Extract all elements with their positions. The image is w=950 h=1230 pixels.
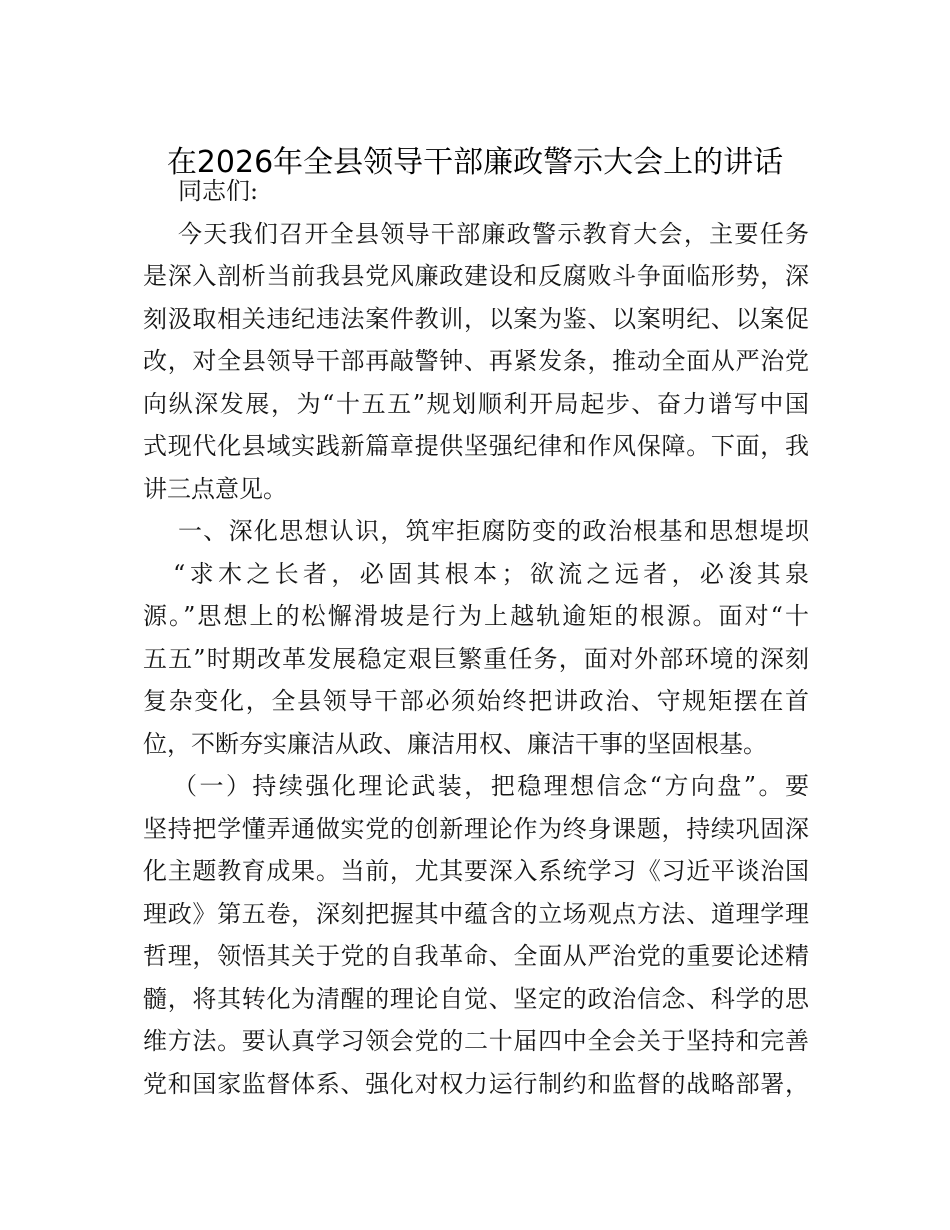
text-line: 位，不断夯实廉洁从政、廉洁用权、廉洁干事的坚固根基。 xyxy=(143,729,767,758)
paragraph-subsection-1-1 xyxy=(143,765,809,1105)
text-line: 改，对全县领导干部再敲警钟、再紧发条，推动全面从严治党 xyxy=(143,347,809,375)
text-line: 坚持把学懂弄通做实党的创新理论作为终身课题，持续巩固深 xyxy=(143,814,809,843)
document-title: 在2026年全县领导干部廉政警示大会上的讲话 xyxy=(166,145,784,180)
section-heading-1 xyxy=(143,510,809,553)
text-line: “求木之长者，必固其根本；欲流之远者，必浚其泉 xyxy=(173,559,809,588)
text-line: 理政》第五卷，深刻把握其中蕴含的立场观点方法、道理学理 xyxy=(143,899,809,928)
paragraph-intro xyxy=(143,213,809,511)
salutation: 同志们: xyxy=(178,177,259,205)
text-line: 刻汲取相关违纪违法案件教训，以案为鉴、以案明纪、以案促 xyxy=(143,304,809,333)
text-line: 哲理，领悟其关于党的自我革命、全面从严治党的重要论述精 xyxy=(143,942,809,970)
text-line: 党和国家监督体系、强化对权力运行制约和监督的战略部署， xyxy=(143,1069,809,1098)
text-line: 复杂变化，全县领导干部必须始终把讲政治、守规矩摆在首 xyxy=(143,687,809,715)
text-line: 讲三点意见。 xyxy=(143,474,287,503)
text-line: 向纵深发展，为“十五五”规划顺利开局起步、奋力谱写中国 xyxy=(143,389,809,418)
text-line: 维方法。要认真学习领会党的二十届四中全会关于坚持和完善 xyxy=(143,1027,809,1055)
text-line: 今天我们召开全县领导干部廉政警示教育大会，主要任务 xyxy=(178,219,809,248)
text-line: 化主题教育成果。当前，尤其要深入系统学习《习近平谈治国 xyxy=(143,857,809,885)
paragraph-section-1-intro xyxy=(143,553,809,766)
text-line: 髓，将其转化为清醒的理论自觉、坚定的政治信念、科学的思 xyxy=(143,984,809,1013)
text-line: 是深入剖析当前我县党风廉政建设和反腐败斗争面临形势，深 xyxy=(143,262,809,290)
text-line: 源。”思想上的松懈滑坡是行为上越轨逾矩的根源。面对“十 xyxy=(143,602,809,630)
text-line: 式现代化县域实践新篇章提供坚强纪律和作风保障。下面，我 xyxy=(143,432,809,460)
text-line: 五五”时期改革发展稳定艰巨繁重任务，面对外部环境的深刻 xyxy=(143,644,809,673)
text-line: （一）持续强化理论武装，把稳理想信念“方向盘”。要 xyxy=(173,772,809,800)
heading-line: 一、深化思想认识，筑牢拒腐防变的政治根基和思想堤坝 xyxy=(178,517,809,545)
document-body xyxy=(143,170,809,1105)
